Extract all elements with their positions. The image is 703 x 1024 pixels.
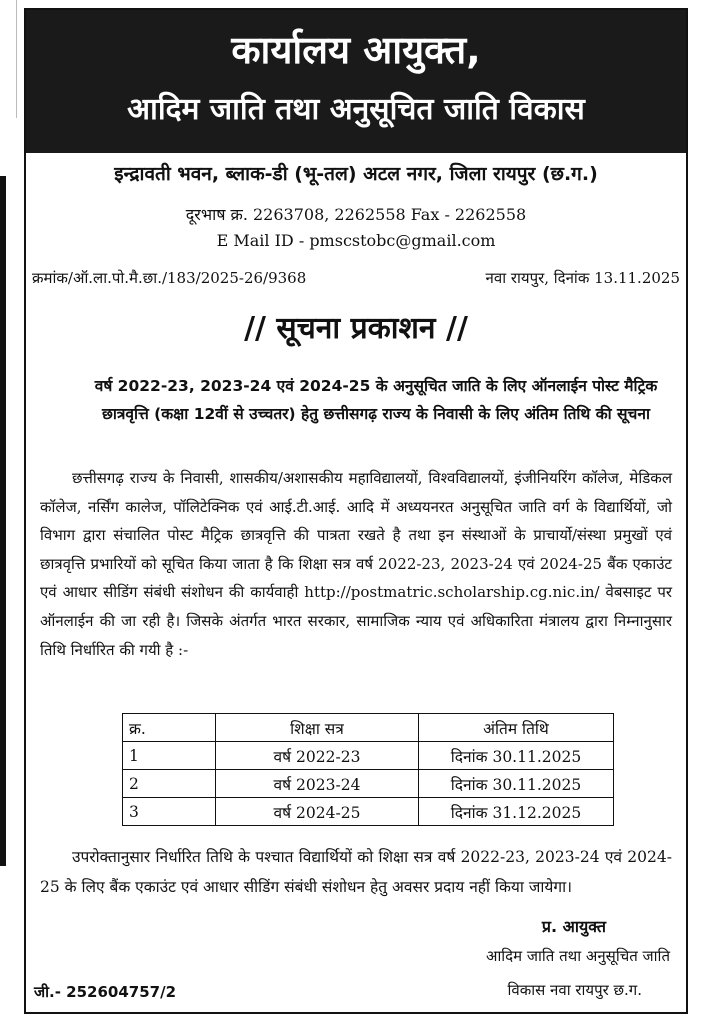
table-row — [123, 798, 614, 826]
signatory-location: विकास नवा रायपुर छ.ग. — [507, 981, 642, 999]
session-cell: वर्ष 2024-25 — [216, 798, 419, 826]
email-id: E Mail ID - pmscstobc@gmail.com — [216, 231, 496, 250]
closing-paragraph: उपरोक्तानुसार निर्धारित तिथि के पश्चात विद्यार्थियों को शिक्षा सत्र वर्ष 2022-23, 2023-24 एवं 2024-25 के लिए बैंक एकाउंट एवं आधार सीडिंग संबंधी संशोधन हेतु अवसर प्रदाय नहीं किया जायेगा। — [40, 848, 672, 896]
last-date-cell: दिनांक 31.12.2025 — [419, 798, 614, 826]
last-date-cell: दिनांक 30.11.2025 — [419, 770, 614, 798]
adjacent-column-edge — [0, 176, 6, 866]
deadline-table — [122, 713, 614, 826]
issue-date: नवा रायपुर, दिनांक 13.11.2025 — [485, 269, 680, 287]
serial-cell: 1 — [123, 742, 216, 770]
table-header-row — [123, 714, 614, 742]
department-title: आदिम जाति तथा अनुसूचित जाति विकास — [127, 92, 585, 127]
signatory-department: आदिम जाति तथा अनुसूचित जाति — [485, 947, 670, 965]
column-header-session: शिक्षा सत्र — [216, 714, 419, 742]
signatory-designation: प्र. आयुक्त — [541, 917, 606, 936]
phone-fax: दूरभाष क्र. 2263708, 2262558 Fax - 2262558 — [185, 205, 527, 224]
release-order-number: जी.- 252604757/2 — [34, 983, 177, 1001]
session-cell: वर्ष 2022-23 — [216, 742, 419, 770]
table-row — [123, 770, 614, 798]
notice-body: छत्तीसगढ़ राज्य के निवासी, शासकीय/अशासकीय महाविद्यालयों, विश्वविद्यालयों, इंजीनियरिंग कॉलेज, मेडिकल कॉलेज, नर्सिंग कालेज, पॉलिटेक्निक एवं आई.टी.आई. आदि में अध्ययनरत अनुसूचित जाति वर्ग के विद्यार्थियों, जो विभाग द्वारा संचालित पोस्ट मैट्रिक छात्रवृत्ति की पात्रता रखते है तथा इन संस्थाओं के प्राचार्यो/संस्था प्रमुखों एवं छात्रवृत्ति प्रभारियों को सूचित किया जाता है कि शिक्षा सत्र वर्ष 2022-23, 2023-24 एवं 2024-25 बैंक एकाउंट एवं आधार सीडिंग संबंधी संशोधन की कार्यवाही http://postmatric.scholarship.cg.nic.in/ वेबसाइट पर ऑनलाईन की जा रही है। जिसके अंतर्गत भारत सरकार, सामाजिक न्याय एवं अधिकारिता मंत्रालय द्वारा निम्नानुसार तिथि निर्धारित की गयी है :- — [40, 469, 672, 659]
session-cell: वर्ष 2023-24 — [216, 770, 419, 798]
serial-cell: 2 — [123, 770, 216, 798]
office-header — [26, 10, 686, 153]
column-header-last-date: अंतिम तिथि — [419, 714, 614, 742]
office-address: इन्द्रावती भवन, ब्लाक-डी (भू-तल) अटल नगर, जिला रायपुर (छ.ग.) — [114, 163, 598, 185]
column-header-serial: क्र. — [123, 714, 216, 742]
office-title: कार्यालय आयुक्त, — [231, 28, 481, 72]
last-date-cell: दिनांक 30.11.2025 — [419, 742, 614, 770]
reference-number: क्रमांक/ऑ.ला.पो.मै.छा./183/2025-26/9368 — [32, 269, 307, 287]
table-row — [123, 742, 614, 770]
adjacent-page-edge — [0, 0, 17, 118]
serial-cell: 3 — [123, 798, 216, 826]
notice-document — [24, 8, 688, 1014]
notice-subject: वर्ष 2022-23, 2023-24 एवं 2024-25 के अनुसूचित जाति के लिए ऑनलाईन पोस्ट मैट्रिक छात्रवृत्ति (कक्षा 12वीं से उच्चतर) हेतु छत्तीसगढ़ राज्य के निवासी के लिए अंतिम तिथि की सूचना — [94, 377, 658, 423]
notice-title: // सूचना प्रकाशन // — [244, 311, 468, 346]
